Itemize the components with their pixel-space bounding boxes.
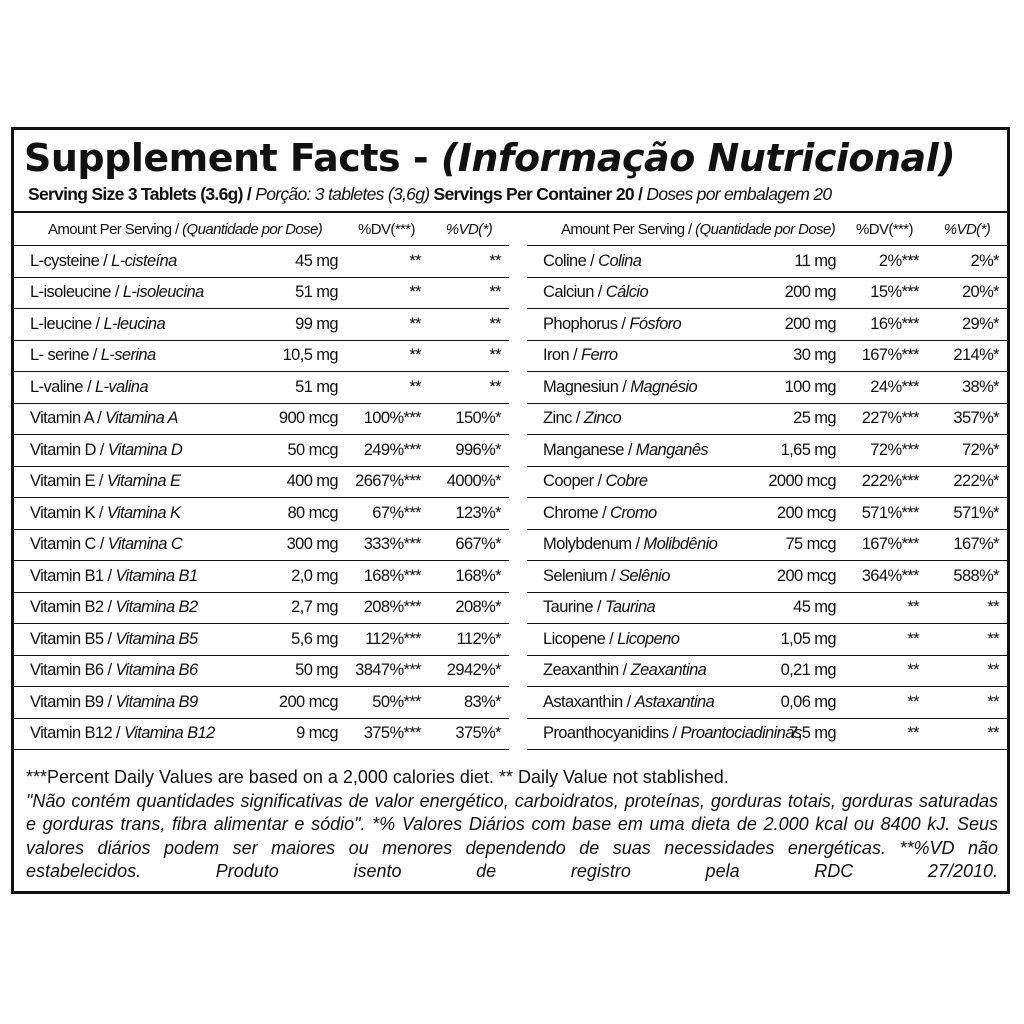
nutrient-name-en: Vitamin B5 / <box>30 629 112 648</box>
nutrient-name-en: Vitamin B9 / <box>30 692 112 711</box>
right-amount: 25 mg <box>727 403 842 435</box>
amount-header-left: Amount Per Serving / (Quantidade por Dose) <box>14 212 344 246</box>
left-nutrient-name <box>14 561 198 593</box>
left-amount: 99 mg <box>194 309 344 341</box>
right-nutrient-name <box>527 624 727 656</box>
left-nutrient-name <box>14 340 194 372</box>
nutrient-name-en: L- serine / <box>30 346 97 365</box>
left-vd: ** <box>429 340 509 372</box>
servings-per-container-en: Servings Per Container 20 / <box>433 184 643 204</box>
left-amount: 51 mg <box>194 372 344 404</box>
table-row <box>14 403 1007 435</box>
nutrient-name-en: L-valine / <box>30 377 91 396</box>
left-amount: 900 mcg <box>194 403 344 435</box>
table-row <box>14 372 1007 404</box>
right-vd: 222%* <box>927 466 1007 498</box>
right-dv: 571%*** <box>842 498 927 530</box>
title-sub: (Informação Nutricional) <box>440 136 956 180</box>
table-row <box>14 592 1007 624</box>
nutrient-name-pt: Zinco <box>583 409 622 428</box>
nutrient-name-en: Manganese / <box>543 440 632 459</box>
nutrient-name-pt: Molibdênio <box>643 535 718 554</box>
right-amount: 200 mg <box>727 309 842 341</box>
nutrient-name-en: Vitamin K / <box>30 503 103 522</box>
left-amount: 80 mcg <box>194 498 344 530</box>
nutrient-name-en: Zinc / <box>543 409 580 428</box>
table-row <box>14 435 1007 467</box>
supplement-facts-panel <box>11 127 1010 894</box>
left-nutrient-name <box>14 655 198 687</box>
nutrient-name-pt: Cálcio <box>605 283 649 302</box>
right-dv: 2%*** <box>842 246 927 278</box>
left-vd: 667%* <box>429 529 509 561</box>
footnotes <box>26 766 998 907</box>
serving-size-pt: Porção: 3 tabletes (3,6g) <box>255 184 430 204</box>
nutrient-name-en: Vitamin B12 / <box>30 724 121 743</box>
left-amount: 400 mg <box>194 466 344 498</box>
left-vd: 83%* <box>429 687 509 719</box>
right-dv: ** <box>842 687 927 719</box>
right-dv: ** <box>842 624 927 656</box>
right-amount: 200 mcg <box>727 498 842 530</box>
left-amount: 51 mg <box>194 277 344 309</box>
right-vd: 571%* <box>927 498 1007 530</box>
nutrient-name-en: Vitamin E / <box>30 472 103 491</box>
nutrient-name-pt: Licopeno <box>617 629 680 648</box>
nutrient-name-en: Cooper / <box>543 472 602 491</box>
nutrient-name-en: Zeaxanthin / <box>543 661 627 680</box>
right-dv: 24%*** <box>842 372 927 404</box>
nutrient-name-pt: Vitamina B2 <box>115 598 198 617</box>
footnote-english: ***Percent Daily Values are based on a 2,000 calories diet. ** Daily Value not stablished. <box>26 767 729 787</box>
left-nutrient-name <box>14 277 204 309</box>
left-amount: 2,7 mg <box>194 592 344 624</box>
nutrient-name-en: Calciun / <box>543 283 602 302</box>
right-amount: 200 mg <box>727 277 842 309</box>
right-nutrient-name <box>527 592 727 624</box>
nutrient-name-pt: Astaxantina <box>634 692 715 711</box>
right-vd: 357%* <box>927 403 1007 435</box>
nutrient-name-en: Selenium / <box>543 566 615 585</box>
right-vd: ** <box>927 687 1007 719</box>
nutrient-name-en: Chrome / <box>543 503 607 522</box>
right-dv: 227%*** <box>842 403 927 435</box>
right-vd: ** <box>927 592 1007 624</box>
nutrient-name-en: L-cysteine / <box>30 251 108 270</box>
table-row <box>14 655 1007 687</box>
right-dv: 364%*** <box>842 561 927 593</box>
nutrient-name-pt: Vitamina B12 <box>124 724 215 743</box>
right-nutrient-name <box>527 529 727 561</box>
table-row <box>14 466 1007 498</box>
right-dv: 72%*** <box>842 435 927 467</box>
right-nutrient-name <box>527 655 727 687</box>
left-vd: 208%* <box>429 592 509 624</box>
left-dv: ** <box>344 340 429 372</box>
nutrient-name-en: Astaxanthin / <box>543 692 631 711</box>
nutrient-name-pt: Selênio <box>618 566 670 585</box>
nutrient-name-en: Licopene / <box>543 629 614 648</box>
nutrient-name-pt: Vitamina K <box>106 503 181 522</box>
nutrient-name-pt: Zeaxantina <box>630 661 707 680</box>
left-vd: 2942%* <box>429 655 509 687</box>
right-nutrient-name <box>527 309 727 341</box>
nutrient-name-en: Vitamin B6 / <box>30 661 112 680</box>
nutrient-name-pt: L-serina <box>100 346 156 365</box>
left-amount: 9 mcg <box>194 718 344 750</box>
left-vd: 123%* <box>429 498 509 530</box>
right-nutrient-name <box>527 403 727 435</box>
nutrient-name-pt: L-leucina <box>103 314 166 333</box>
nutrient-name-en: Molybdenum / <box>543 535 640 554</box>
right-amount: 1,05 mg <box>727 624 842 656</box>
right-vd: 20%* <box>927 277 1007 309</box>
footnote-portuguese: "Não contém quantidades significativas de valor energético, carboidratos, proteínas, gorduras totais, gorduras saturadas e gorduras trans, fibra alimentar e sódio". *% Valores Diários com base em uma dieta de 2.000 kcal ou 8400 kJ. Seus valores diários podem ser maiores ou menores dependendo de suas necessidades energéticas. **%VD não estabelecidos. Produto isento de registro pela RDC 27/2010. <box>26 790 998 881</box>
table-row <box>14 561 1007 593</box>
nutrient-name-pt: Vitamina B1 <box>115 566 198 585</box>
left-vd: ** <box>429 372 509 404</box>
panel-title <box>24 134 955 182</box>
right-amount: 0,21 mg <box>727 655 842 687</box>
serving-info <box>28 183 998 205</box>
left-dv: 333%*** <box>344 529 429 561</box>
table-row <box>14 246 1007 278</box>
table-row <box>14 277 1007 309</box>
left-nutrient-name <box>14 435 194 467</box>
nutrient-name-pt: Fósforo <box>629 314 682 333</box>
nutrient-name-en: Vitamin B1 / <box>30 566 112 585</box>
left-nutrient-name <box>14 246 194 278</box>
nutrient-name-en: Iron / <box>543 346 578 365</box>
right-nutrient-name <box>527 435 727 467</box>
nutrient-name-pt: Vitamina B9 <box>115 692 198 711</box>
right-nutrient-name <box>527 372 727 404</box>
left-dv: ** <box>344 277 429 309</box>
nutrient-name-pt: Vitamina E <box>106 472 181 491</box>
servings-per-container-pt: Doses por embalagem 20 <box>646 184 832 204</box>
left-nutrient-name <box>14 592 198 624</box>
right-nutrient-name <box>527 498 727 530</box>
left-amount: 45 mg <box>194 246 344 278</box>
left-dv: 100%*** <box>344 403 429 435</box>
left-vd: 112%* <box>429 624 509 656</box>
left-nutrient-name <box>14 309 194 341</box>
left-dv: 168%*** <box>344 561 429 593</box>
left-dv: ** <box>344 372 429 404</box>
nutrient-name-pt: Manganês <box>635 440 709 459</box>
table-row <box>14 529 1007 561</box>
left-dv: 375%*** <box>344 718 429 750</box>
left-nutrient-name <box>14 403 194 435</box>
right-vd: 38%* <box>927 372 1007 404</box>
nutrient-name-pt: Ferro <box>581 346 618 365</box>
nutrient-name-pt: Cobre <box>605 472 648 491</box>
left-nutrient-name <box>14 498 194 530</box>
title-main: Supplement Facts - <box>24 136 429 180</box>
left-dv: 50%*** <box>344 687 429 719</box>
left-amount: 50 mcg <box>194 435 344 467</box>
right-nutrient-name <box>527 466 727 498</box>
right-dv: 167%*** <box>842 340 927 372</box>
nutrient-name-en: Vitamin A / <box>30 409 102 428</box>
left-nutrient-name <box>14 687 198 719</box>
table-row <box>14 624 1007 656</box>
amount-header-right: Amount Per Serving / (Quantidade por Dose) <box>527 212 842 246</box>
right-nutrient-name <box>527 246 727 278</box>
dv-header-left: %DV(***) <box>344 212 429 246</box>
right-amount: 200 mcg <box>727 561 842 593</box>
right-nutrient-name <box>527 277 727 309</box>
right-dv: 15%*** <box>842 277 927 309</box>
nutrient-name-pt: Vitamina A <box>105 409 178 428</box>
right-amount: 75 mcg <box>727 529 842 561</box>
nutrient-name-en: Vitamin C / <box>30 535 104 554</box>
serving-size-en: Serving Size 3 Tablets (3.6g) / <box>28 184 252 204</box>
nutrient-name-pt: Vitamina D <box>107 440 183 459</box>
right-vd: 167%* <box>927 529 1007 561</box>
right-nutrient-name <box>527 561 727 593</box>
left-nutrient-name <box>14 718 215 750</box>
right-vd: ** <box>927 718 1007 750</box>
right-nutrient-name <box>527 687 727 719</box>
nutrient-name-pt: Proantociadininas <box>680 724 802 743</box>
right-amount: 7,5 mg <box>727 718 842 750</box>
left-amount: 300 mg <box>194 529 344 561</box>
left-vd: ** <box>429 309 509 341</box>
left-amount: 200 mcg <box>194 687 344 719</box>
left-vd: ** <box>429 246 509 278</box>
left-amount: 2,0 mg <box>194 561 344 593</box>
left-dv: 112%*** <box>344 624 429 656</box>
left-dv: ** <box>344 246 429 278</box>
right-amount: 11 mg <box>727 246 842 278</box>
table-row <box>14 340 1007 372</box>
vd-header-right: %VD(*) <box>927 212 1007 246</box>
left-nutrient-name <box>14 466 194 498</box>
nutrient-name-en: Proanthocyanidins / <box>543 724 677 743</box>
right-vd: 29%* <box>927 309 1007 341</box>
dv-header-right: %DV(***) <box>842 212 927 246</box>
right-dv: 222%*** <box>842 466 927 498</box>
right-vd: 72%* <box>927 435 1007 467</box>
right-amount: 1,65 mg <box>727 435 842 467</box>
left-vd: 4000%* <box>429 466 509 498</box>
right-dv: ** <box>842 718 927 750</box>
nutrient-table <box>14 211 1007 750</box>
right-dv: 167%*** <box>842 529 927 561</box>
left-nutrient-name <box>14 624 198 656</box>
nutrient-name-pt: L-cisteína <box>111 251 177 270</box>
nutrient-name-pt: Vitamina C <box>107 535 183 554</box>
left-vd: ** <box>429 277 509 309</box>
table-row <box>14 687 1007 719</box>
right-amount: 45 mg <box>727 592 842 624</box>
left-vd: 375%* <box>429 718 509 750</box>
left-dv: 67%*** <box>344 498 429 530</box>
nutrient-name-pt: Magnésio <box>630 377 698 396</box>
nutrient-name-en: L-isoleucine / <box>30 283 119 302</box>
nutrient-name-en: Vitamin B2 / <box>30 598 112 617</box>
nutrient-name-en: Coline / <box>543 251 595 270</box>
left-dv: 249%*** <box>344 435 429 467</box>
left-nutrient-name <box>14 372 194 404</box>
nutrient-name-en: L-leucine / <box>30 314 100 333</box>
nutrient-name-en: Vitamin D / <box>30 440 104 459</box>
nutrient-name-en: Phophorus / <box>543 314 626 333</box>
nutrient-name-pt: Cromo <box>610 503 657 522</box>
left-dv: 3847%*** <box>344 655 429 687</box>
left-amount: 5,6 mg <box>194 624 344 656</box>
right-amount: 100 mg <box>727 372 842 404</box>
right-nutrient-name <box>527 718 802 750</box>
right-vd: ** <box>927 655 1007 687</box>
right-vd: 2%* <box>927 246 1007 278</box>
right-nutrient-name <box>527 340 727 372</box>
left-vd: 168%* <box>429 561 509 593</box>
table-row <box>14 718 1007 750</box>
right-dv: 16%*** <box>842 309 927 341</box>
right-amount: 30 mg <box>727 340 842 372</box>
nutrient-name-pt: Vitamina B5 <box>115 629 198 648</box>
left-dv: 208%*** <box>344 592 429 624</box>
left-amount: 10,5 mg <box>194 340 344 372</box>
left-nutrient-name <box>14 529 194 561</box>
nutrient-name-pt: L-isoleucina <box>122 283 204 302</box>
left-vd: 150%* <box>429 403 509 435</box>
nutrient-name-en: Magnesiun / <box>543 377 627 396</box>
right-vd: 214%* <box>927 340 1007 372</box>
right-dv: ** <box>842 655 927 687</box>
right-dv: ** <box>842 592 927 624</box>
right-vd: ** <box>927 624 1007 656</box>
left-dv: ** <box>344 309 429 341</box>
table-row <box>14 309 1007 341</box>
vd-header-left: %VD(*) <box>429 212 509 246</box>
right-amount: 0,06 mg <box>727 687 842 719</box>
nutrient-name-pt: L-valina <box>94 377 148 396</box>
nutrient-name-pt: Taurina <box>604 598 656 617</box>
left-dv: 2667%*** <box>344 466 429 498</box>
nutrient-name-en: Taurine / <box>543 598 601 617</box>
right-amount: 2000 mcg <box>727 466 842 498</box>
table-header-row <box>14 212 1007 246</box>
nutrient-name-pt: Colina <box>598 251 642 270</box>
table-row <box>14 498 1007 530</box>
left-vd: 996%* <box>429 435 509 467</box>
right-vd: 588%* <box>927 561 1007 593</box>
nutrient-name-pt: Vitamina B6 <box>115 661 198 680</box>
left-amount: 50 mg <box>194 655 344 687</box>
